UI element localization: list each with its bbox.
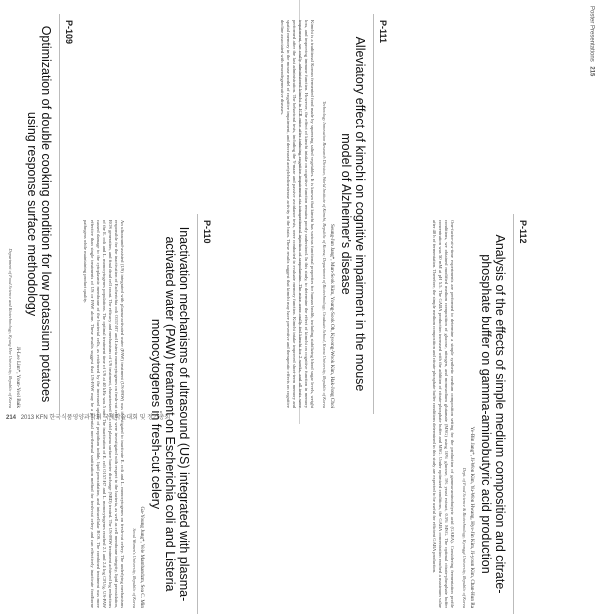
abstract-code: P-109 — [64, 20, 74, 45]
abstract-authors: Ye-Bin Jang*, Ji-Won Kim, Yu-Won Hwang, Hye-Jin Kim, Ji-youn Kim, Chan-Hun Ra — [469, 426, 475, 608]
abstract-body: One-factor-at-a-time experiments are performed to determine a simple synthetic medium composition setting for the production of gamma-aminobutyric acid (GABA). Considering fermentation profile conditions, we obtained modified medium composition of glucose, nitrogen, and monosodium glutamate (MSG) using 10% glucose, 5% yeast extract, 0.5% MSG. The optimal citrate-phosphate buffer concentration was 50 mM at pH 5.5. The GABA production increased with the addition of citrate-phosphate buffer and MSG. Under optimized conditions, the GABA concentration reached a maximum value after 48 h of fermentation. Therefore, the simple medium composition and citrate-phosphate buffer conditions determined in this study are expected to be useful for efficient GABA production. — [431, 220, 455, 608]
abstract-p112 — [431, 214, 528, 614]
divider — [373, 14, 374, 414]
abstract-title: Alleviatory effect of kimchi on cognitive impairment in the mouse model of Alzheimer's disease — [339, 36, 367, 392]
abstract-body — [0, 20, 1, 408]
abstract-p111 — [278, 14, 388, 414]
left-footer-text — [6, 412, 170, 421]
abstract-authors: Seung-Jun Jang*, Mun-Seok Kim, Young-Sook Oh, Kyeong-Wook Kim, Hak-Jong Choi — [329, 223, 335, 408]
abstract-code: P-110 — [202, 220, 212, 244]
abstract-title: Optimization of double cooking condition for low potassium potatoes using response surface methodology — [25, 25, 53, 403]
right-footer-text — [588, 6, 594, 76]
abstract-body: An ultrasound-assisted (US) integrated with plasma-activated water (PAW) treatment (US-PAW) was investigated to inactivate E. coli and L. monocytogenes on fresh-cut celery. The underlying mechanisms responsible for the inactivation of Escherichia coli O157:H7 and Listeria monocytogenes on fresh-cut celery were investigated with respect to the bacteria, as well as cell membrane integrity, lipid peroxidation, ROS generation, and final dead cell count. The efficacy and mechanisms of US treatment, characterized by a cold plasma surface barrier discharge (SBD) treated. The US-PAW treatment achieved log reductions of the E. coli and L. monocytogenes populations. The optimal treatment time of US at 40 kHz was 5 min. The inactivation of E. coli O157:H7 and L. monocytogenes reached 2.1 and 2.4 log CFU/g. US-PAW caused damage to the cytoplasmic membrane of the bacterial cells, as evidenced by the increased uptake of propidium iodide, lipid peroxidation, and intracellular ROS. The combined treatment was more effective than single treatments of US or PAW alone. These results suggest that US-PAW may be a potential non-thermal sanitization method for fresh-cut celery and can effectively inactivate foodborne pathogens while maintaining product quality. — [83, 220, 125, 608]
abstract-affiliation: Department of Food Science and Biotechnology, Kyung Hee University, Republic of Korea — [8, 248, 13, 408]
abstract-affiliation: Dept. of Food Science & Biotechnology, Kyonggi University, Republic of Korea — [462, 467, 467, 608]
divider — [59, 14, 60, 414]
right-running-head: Poster Presentations — [588, 6, 594, 62]
abstract-authors: Ga-Young Jung*, Vele Mambandzm, Sea C. Min — [139, 506, 145, 608]
divider — [197, 214, 198, 614]
abstract-affiliation: Seoul Women's University, Republic of Korea — [132, 528, 137, 608]
abstract-code: P-112 — [518, 220, 528, 244]
abstract-title: Inactivation mechanisms of ultrasound (US) integrated with plasma-activated water (PAW) treatment on Escherichia coli and Listeria monocytogenes in fresh-cut celery — [149, 226, 191, 602]
abstract-p109 — [0, 14, 74, 414]
left-running-head: 2013 KFN 한국식품영양과학회 국제학술대회 및 정기총회 — [20, 415, 171, 421]
right-page-number: 215 — [588, 66, 594, 77]
abstract-body: Kimchi is a traditional Korean fermented food made by squeezing salted vegetables. It is known that kimchi has various functional properties for human health, including stabilizing blood sugar levels, weight loss, and improving immune function. However, the effect of kimchi intake on cognitive function remains poorly understood. In this study, to determine the effect of kimchi on cognitive function in memory impairment, we orally administered kimchi to ICR mice after inducing cognitive impairment via intraperitoneal injection of scopolamine. The mice were orally fed kimchi for 2 weeks, and all tests were performed after the last administration. The behavioral tests, including the Y-maze and passive avoidance tests, were conducted to evaluate memory function. Kimchi intake improved short-term memory and spatial memory in the mouse model of cognitive impairment, and decreased acetylcholinesterase activity in the brain. These results suggest that kimchi may have preventive and therapeutic effects on cognitive decline associated with neurodegenerative diseases. — [279, 20, 315, 408]
abstract-title: Analysis of the effects of simple medium composition and citrate-phosphate buffer on gamma-aminobutyric acid production — [479, 234, 507, 594]
abstract-authors: Ji-Lee Lim*, Youn-Yeol Baik — [15, 346, 21, 408]
abstract-code: P-111 — [378, 20, 388, 44]
divider — [513, 214, 514, 614]
left-page-number: 214 — [6, 415, 17, 421]
abstract-affiliation: Technology Innovation Research Division, World Institute of Kimchi, Republic of Korea; Department of Biotechnology, Graduate School, Korea University, Republic of Korea — [322, 101, 327, 408]
